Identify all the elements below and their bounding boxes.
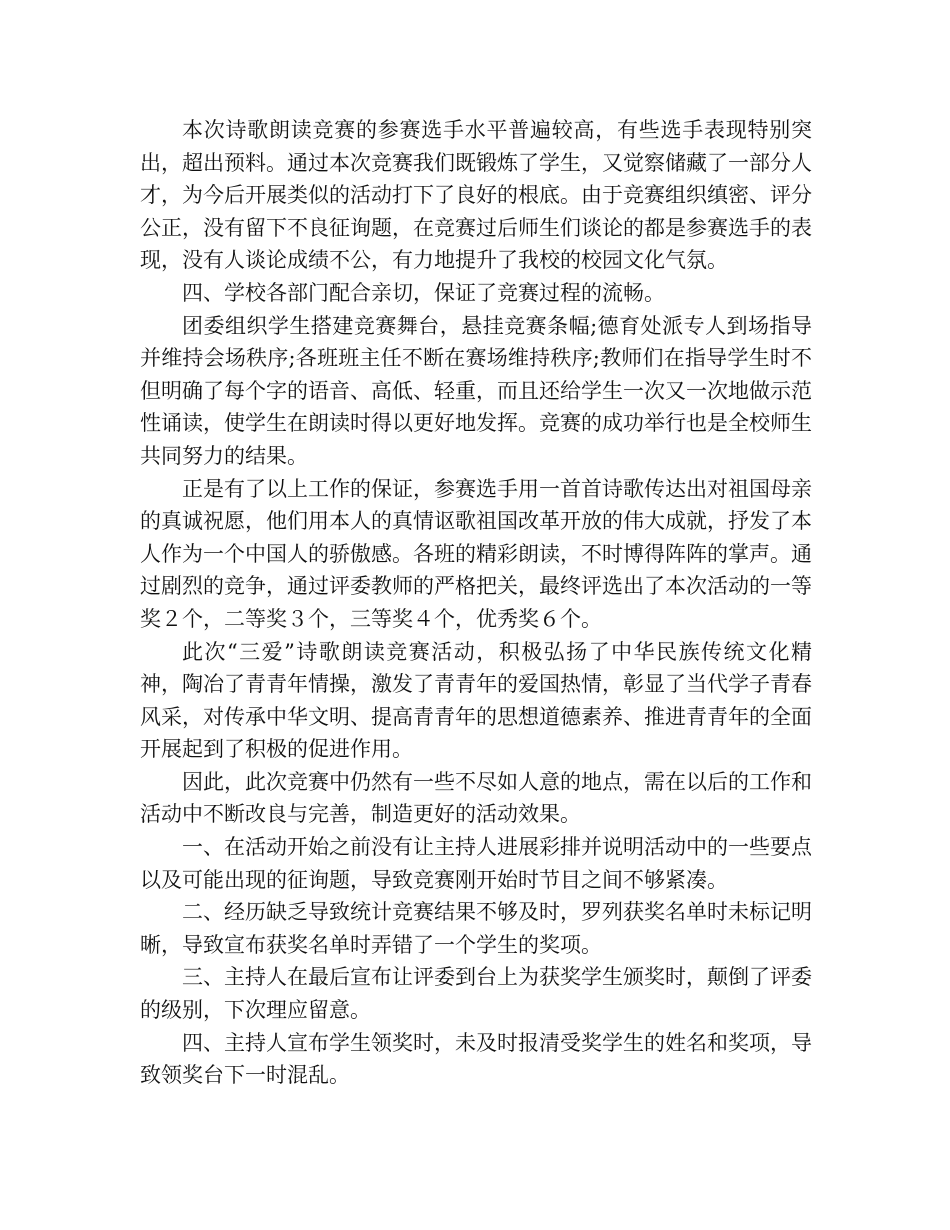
paragraph-summary: 本次诗歌朗读竞赛的参赛选手水平普遍较高，有些选手表现特别突出，超出预料。通过本次竞赛我们既锻炼了学生，又觉察储藏了一部分人才，为今后开展类似的活动打下了良好的根底。由于竞赛组织缜密、评分公正，没有留下不良征询题，在竞赛过后师生们谈论的都是参赛选手的表现，没有人谈论成绩不公，有力地提升了我校的校园文化气氛。 — [140, 118, 812, 273]
paragraph-shortcoming-two: 二、经历缺乏导致统计竞赛结果不够及时，罗列获奖名单时未标记明晰，导致宣布获奖名单时弄错了一个学生的奖项。 — [140, 900, 812, 957]
paragraph-significance: 此次“三爱”诗歌朗读竞赛活动，积极弘扬了中华民族传统文化精神，陶冶了青青年情操，激发了青青年的爱国热情，彰显了当代学子青春风采，对传承中华文明、提高青青年的思想道德素养、推进青青年的全面开展起到了积极的促进作用。 — [140, 639, 812, 762]
paragraph-department-cooperation: 团委组织学生搭建竞赛舞台，悬挂竞赛条幅;德育处派专人到场指导并维持会场秩序;各班班主任不断在赛场维持秩序;教师们在指导学生时不但明确了每个字的语音、高低、轻重，而且还给学生一次又一次地做示范性诵读，使学生在朗读时得以更好地发挥。竞赛的成功举行也是全校师生共同努力的结果。 — [140, 313, 812, 468]
paragraph-shortcoming-one: 一、在活动开始之前没有让主持人进展彩排并说明活动中的一些要点以及可能出现的征询题，导致竞赛刚开始时节目之间不够紧凑。 — [140, 835, 812, 892]
paragraph-section-four-heading: 四、学校各部门配合亲切，保证了竞赛过程的流畅。 — [182, 280, 665, 305]
paragraph-shortcomings-intro: 因此，此次竞赛中仍然有一些不尽如人意的地点，需在以后的工作和活动中不断改良与完善，制造更好的活动效果。 — [140, 769, 812, 827]
paragraph-shortcoming-three: 三、主持人在最后宣布让评委到台上为获奖学生颁奖时，颠倒了评委的级别，下次理应留意。 — [140, 965, 812, 1023]
document-body — [140, 114, 812, 1092]
paragraph-results: 正是有了以上工作的保证，参赛选手用一首首诗歌传达出对祖国母亲的真诚祝愿，他们用本人的真情讴歌祖国改革开放的伟大成就，抒发了本人作为一个中国人的骄傲感。各班的精彩朗读，不时博得阵阵的掌声。通过剧烈的竞争，通过评委教师的严格把关，最终评选出了本次活动的一等奖２个，二等奖３个，三等奖４个，优秀奖６个。 — [140, 476, 812, 631]
paragraph-shortcoming-four: 四、主持人宣布学生领奖时，未及时报清受奖学生的姓名和奖项，导致领奖台下一时混乱。 — [140, 1030, 812, 1088]
